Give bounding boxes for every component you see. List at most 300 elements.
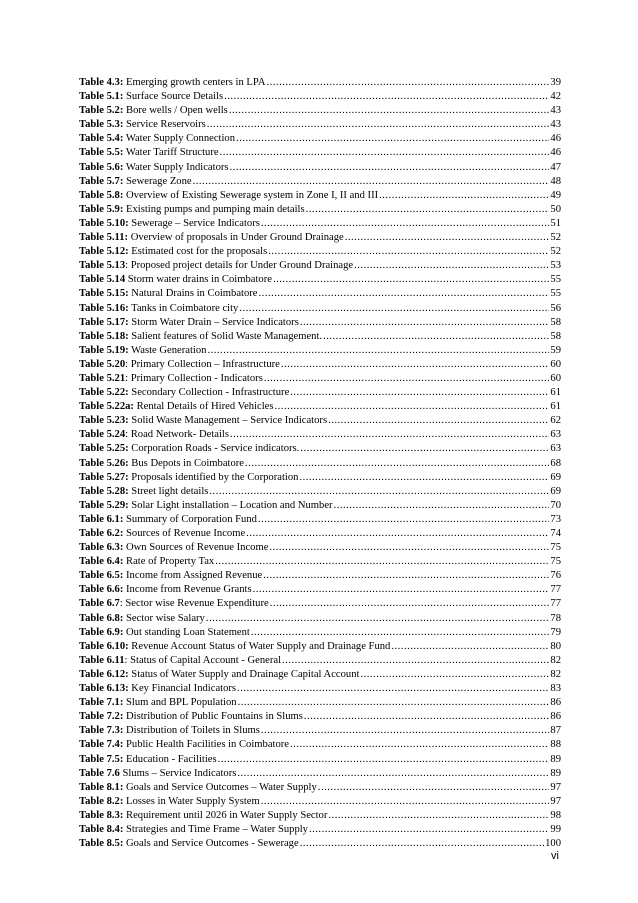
toc-entry[interactable] <box>79 682 561 696</box>
toc-entry-page: 46 <box>550 133 561 145</box>
toc-entry-number: Table 5.23: <box>79 415 129 427</box>
toc-entry-number: Table 6.7 <box>79 598 120 610</box>
toc-entry-title: Emerging growth centers in LPA <box>123 77 266 88</box>
toc-entry[interactable] <box>79 823 561 837</box>
toc-entry-title: Rate of Property Tax <box>123 556 215 568</box>
toc-entry[interactable] <box>79 104 561 118</box>
dot-leader <box>261 217 550 231</box>
dot-leader <box>318 781 550 795</box>
toc-entry-title: : Primary Collection - Indicators <box>125 372 263 384</box>
toc-entry-number: Table 5.18: <box>79 330 129 342</box>
dot-leader <box>230 428 549 442</box>
toc-entry[interactable] <box>79 724 561 738</box>
toc-entry-label <box>79 203 305 217</box>
toc-entry-number: Table 6.5: <box>79 570 124 582</box>
dot-leader <box>300 837 544 851</box>
dot-leader <box>328 809 549 823</box>
toc-entry-page: 99 <box>550 823 561 835</box>
toc-entry-title: Rental Details of Hired Vehicles <box>133 401 274 413</box>
toc-entry-number: Table 5.8: <box>79 189 124 201</box>
toc-entry-page: 73 <box>550 513 561 525</box>
toc-entry-label <box>79 344 206 358</box>
toc-entry-title: Income from Revenue Grants <box>123 584 252 596</box>
toc-entry-title: : Proposed project details for Under Ground Drainage <box>125 260 354 272</box>
toc-entry-number: Table 7.6 <box>79 767 120 779</box>
table-list <box>79 76 561 851</box>
toc-entry-title: Sector wise Salary <box>123 612 205 624</box>
toc-entry[interactable] <box>79 569 561 583</box>
toc-entry[interactable] <box>79 287 561 301</box>
toc-entry-title: Water Tariff Structure <box>123 147 219 159</box>
dot-leader <box>270 597 550 611</box>
toc-entry-label <box>79 513 257 527</box>
dot-leader <box>300 316 550 330</box>
toc-entry-number: Table 5.11: <box>79 232 129 244</box>
toc-entry-number: Table 5.2: <box>79 105 124 117</box>
toc-entry-page: 68 <box>550 457 561 469</box>
toc-entry-page: 60 <box>550 358 561 370</box>
toc-entry-title: Water Supply Connection <box>123 133 236 145</box>
toc-entry-number: Table 8.4: <box>79 823 124 835</box>
toc-entry-label <box>79 809 327 823</box>
toc-entry-title: Natural Drains in Coimbatore <box>128 288 258 300</box>
toc-entry-label <box>79 597 269 611</box>
toc-entry-label <box>79 654 281 668</box>
toc-entry-title: Revenue Account Status of Water Supply and Drainage Fund <box>128 640 391 652</box>
toc-entry-label <box>79 414 327 428</box>
toc-entry-page: 87 <box>550 725 561 737</box>
toc-entry-title: Own Sources of Revenue Income <box>123 542 269 554</box>
dot-leader <box>207 344 549 358</box>
toc-entry-label <box>79 316 299 330</box>
toc-entry-title: Out standing Loan Statement <box>123 626 250 638</box>
toc-entry-number: Table 7.3: <box>79 725 124 737</box>
dot-leader <box>193 175 550 189</box>
toc-entry-label <box>79 668 359 682</box>
dot-leader <box>354 259 549 273</box>
toc-entry-label <box>79 555 214 569</box>
toc-entry-label <box>79 696 237 710</box>
toc-entry-number: Table 8.1: <box>79 781 124 793</box>
dot-leader <box>282 654 549 668</box>
toc-entry-label <box>79 471 298 485</box>
toc-entry[interactable] <box>79 583 561 597</box>
toc-entry-title: Overview of proposals in Under Ground Drainage <box>128 232 344 244</box>
dot-leader <box>261 795 550 809</box>
dot-leader <box>379 189 549 203</box>
toc-entry-label <box>79 795 260 809</box>
toc-entry-page: 51 <box>550 217 561 229</box>
toc-entry-title: Public Health Facilities in Coimbatore <box>123 739 290 751</box>
toc-entry[interactable] <box>79 738 561 752</box>
toc-entry[interactable] <box>79 372 561 386</box>
toc-entry-page: 60 <box>550 372 561 384</box>
toc-entry-label <box>79 837 299 851</box>
toc-entry-page: 53 <box>550 260 561 272</box>
toc-entry-page: 80 <box>550 640 561 652</box>
toc-entry[interactable] <box>79 767 561 781</box>
toc-entry[interactable] <box>79 555 561 569</box>
toc-entry-page: 78 <box>550 612 561 624</box>
toc-entry-page: 77 <box>550 584 561 596</box>
dot-leader <box>345 231 550 245</box>
toc-entry-page: 86 <box>550 697 561 709</box>
toc-entry-page: 55 <box>550 288 561 300</box>
dot-leader <box>263 569 549 583</box>
toc-entry-number: Table 5.14 <box>79 274 126 286</box>
toc-entry-label <box>79 710 303 724</box>
toc-entry[interactable] <box>79 217 561 231</box>
toc-entry-title: Sewerage – Service Indicators <box>128 217 260 229</box>
toc-entry-label <box>79 781 317 795</box>
toc-entry-title: Summary of Corporation Fund <box>123 513 257 525</box>
toc-entry-page: 62 <box>550 415 561 427</box>
toc-entry-title: Income from Assigned Revenue <box>123 570 263 582</box>
toc-entry-number: Table 7.2: <box>79 711 124 723</box>
toc-entry-number: Table 5.24 <box>79 429 126 441</box>
toc-entry-label <box>79 767 236 781</box>
toc-entry-number: Table 6.13: <box>79 683 129 695</box>
toc-entry-title: Education - Facilities <box>123 753 217 765</box>
toc-entry-page: 89 <box>550 753 561 765</box>
toc-entry-page: 39 <box>550 77 561 88</box>
toc-entry-label <box>79 287 258 301</box>
dot-leader <box>239 302 549 316</box>
dot-leader <box>264 372 550 386</box>
toc-entry[interactable] <box>79 626 561 640</box>
toc-entry-number: Table 5.15: <box>79 288 129 300</box>
toc-entry[interactable] <box>79 668 561 682</box>
toc-entry[interactable] <box>79 245 561 259</box>
toc-entry[interactable] <box>79 809 561 823</box>
toc-entry-title: Existing pumps and pumping main details <box>123 203 305 215</box>
toc-entry[interactable] <box>79 753 561 767</box>
toc-entry-number: Table 6.11 <box>79 654 125 666</box>
toc-entry-label <box>79 457 244 471</box>
toc-entry-title: : Status of Capital Account - General <box>124 654 282 666</box>
toc-entry[interactable] <box>79 273 561 287</box>
toc-entry-page: 75 <box>550 556 561 568</box>
toc-entry-page: 89 <box>550 767 561 779</box>
toc-entry-page: 86 <box>550 711 561 723</box>
toc-entry-title: Bore wells / Open wells <box>123 105 228 117</box>
toc-entry-title: Solid Waste Management – Service Indicators <box>128 415 328 427</box>
toc-entry-number: Table 5.9: <box>79 203 124 215</box>
toc-entry-label <box>79 146 219 160</box>
toc-entry-label <box>79 358 280 372</box>
toc-entry-page: 61 <box>550 387 561 399</box>
toc-entry-title: Service Reservoirs <box>123 119 206 131</box>
toc-entry-number: Table 5.27: <box>79 471 129 483</box>
toc-entry-title: Storm water drains in Coimbatore <box>125 274 272 286</box>
toc-entry-label <box>79 626 250 640</box>
dot-leader <box>220 146 550 160</box>
toc-entry-title: : Primary Collection – Infrastructure <box>125 358 280 370</box>
toc-entry[interactable] <box>79 696 561 710</box>
toc-entry[interactable] <box>79 231 561 245</box>
toc-entry-label <box>79 640 390 654</box>
toc-entry-number: Table 8.3: <box>79 809 124 821</box>
toc-entry-title: : Road Network- Details <box>125 429 229 441</box>
toc-entry[interactable] <box>79 259 561 273</box>
toc-entry-page: 52 <box>550 232 561 244</box>
toc-entry-label <box>79 612 205 626</box>
toc-entry-page: 59 <box>550 344 561 356</box>
toc-entry-label <box>79 583 252 597</box>
dot-leader <box>237 767 549 781</box>
toc-entry[interactable] <box>79 654 561 668</box>
toc-entry-number: Table 5.26: <box>79 457 129 469</box>
toc-entry-label <box>79 372 263 386</box>
toc-entry-page: 97 <box>550 781 561 793</box>
toc-entry-label <box>79 231 344 245</box>
dot-leader <box>300 442 549 456</box>
toc-entry-page: 48 <box>550 175 561 187</box>
toc-entry[interactable] <box>79 597 561 611</box>
toc-entry-title: Corporation Roads - Service indicators. <box>128 443 300 455</box>
toc-entry-title: Secondary Collection - Infrastructure <box>128 387 290 399</box>
toc-entry[interactable] <box>79 344 561 358</box>
toc-entry-page: 79 <box>550 626 561 638</box>
toc-entry-page: 97 <box>550 795 561 807</box>
toc-entry-label <box>79 753 217 767</box>
dot-leader <box>236 132 549 146</box>
dot-leader <box>323 330 549 344</box>
toc-entry[interactable] <box>79 118 561 132</box>
dot-leader <box>273 273 549 287</box>
toc-entry-label <box>79 499 333 513</box>
toc-entry-label <box>79 485 208 499</box>
toc-entry-page: 58 <box>550 330 561 342</box>
toc-entry-label <box>79 682 236 696</box>
toc-entry[interactable] <box>79 837 561 851</box>
toc-entry-label <box>79 104 228 118</box>
dot-leader <box>328 414 549 428</box>
dot-leader <box>269 541 549 555</box>
dot-leader <box>261 724 550 738</box>
dot-leader <box>281 358 550 372</box>
toc-entry-number: Table 6.4: <box>79 556 124 568</box>
toc-entry-label <box>79 527 245 541</box>
toc-entry-number: Table 5.28: <box>79 485 129 497</box>
toc-entry-page: 76 <box>550 570 561 582</box>
toc-entry-page: 77 <box>550 598 561 610</box>
toc-entry-page: 47 <box>550 161 561 173</box>
toc-entry-label <box>79 724 260 738</box>
toc-entry[interactable] <box>79 428 561 442</box>
toc-entry-number: Table 5.20 <box>79 358 126 370</box>
toc-entry-title: Distribution of Public Fountains in Slums <box>123 711 303 723</box>
dot-leader <box>290 386 549 400</box>
toc-entry-page: 46 <box>550 147 561 159</box>
toc-entry-label <box>79 118 206 132</box>
toc-entry-number: Table 5.17: <box>79 316 129 328</box>
toc-entry[interactable] <box>79 76 561 90</box>
toc-entry[interactable] <box>79 414 561 428</box>
toc-entry-page: 56 <box>550 302 561 314</box>
toc-entry[interactable] <box>79 541 561 555</box>
toc-entry-label <box>79 569 262 583</box>
dot-leader <box>253 583 550 597</box>
toc-entry-number: Table 4.3: <box>79 77 124 88</box>
toc-entry[interactable] <box>79 795 561 809</box>
toc-entry-page: 63 <box>550 429 561 441</box>
toc-entry[interactable] <box>79 457 561 471</box>
toc-entry[interactable] <box>79 316 561 330</box>
toc-entry-title: Solar Light installation – Location and Number <box>128 499 333 511</box>
toc-entry-title: Overview of Existing Sewerage system in Zone I, II and III <box>123 189 379 201</box>
toc-entry-label <box>79 541 268 555</box>
toc-entry-number: Table 5.22a: <box>79 401 134 413</box>
dot-leader <box>238 696 550 710</box>
toc-entry-title: Key Financial Indicators <box>128 683 237 695</box>
toc-entry-title: Slum and BPL Population <box>123 697 237 709</box>
toc-entry-title: Bus Depots in Coimbatore <box>128 457 245 469</box>
toc-entry[interactable] <box>79 330 561 344</box>
toc-entry-number: Table 6.8: <box>79 612 124 624</box>
toc-entry-page: 63 <box>550 443 561 455</box>
dot-leader <box>304 710 550 724</box>
dot-leader <box>306 203 550 217</box>
toc-entry-page: 88 <box>550 739 561 751</box>
toc-entry-page: 69 <box>550 485 561 497</box>
toc-entry-number: Table 6.10: <box>79 640 129 652</box>
toc-entry-label <box>79 400 274 414</box>
toc-entry-page: 70 <box>550 499 561 511</box>
toc-entry-number: Table 5.16: <box>79 302 129 314</box>
toc-entry-title: Storm Water Drain – Service Indicators <box>128 316 299 328</box>
toc-entry[interactable] <box>79 175 561 189</box>
toc-entry-title: : Sector wise Revenue Expenditure <box>119 598 269 610</box>
toc-entry-number: Table 6.1: <box>79 513 124 525</box>
toc-entry[interactable] <box>79 442 561 456</box>
toc-entry[interactable] <box>79 485 561 499</box>
toc-entry[interactable] <box>79 400 561 414</box>
toc-entry-page: 49 <box>550 189 561 201</box>
toc-entry[interactable] <box>79 386 561 400</box>
toc-entry-number: Table 8.5: <box>79 838 124 850</box>
dot-leader <box>309 823 549 837</box>
toc-entry-number: Table 8.2: <box>79 795 124 807</box>
toc-entry-label <box>79 189 378 203</box>
toc-entry[interactable] <box>79 710 561 724</box>
toc-entry-number: Table 5.7: <box>79 175 124 187</box>
dot-leader <box>258 513 549 527</box>
toc-entry-number: Table 5.19: <box>79 344 129 356</box>
dot-leader <box>360 668 549 682</box>
toc-entry-label <box>79 132 235 146</box>
toc-entry[interactable] <box>79 358 561 372</box>
toc-entry-label <box>79 217 260 231</box>
toc-entry-title: Tanks in Coimbatore city <box>128 302 239 314</box>
dot-leader <box>290 738 549 752</box>
dot-leader <box>251 626 550 640</box>
dot-leader <box>207 118 550 132</box>
toc-entry-label <box>79 161 229 175</box>
toc-entry-title: Losses in Water Supply System <box>123 795 260 807</box>
toc-entry-number: Table 5.3: <box>79 119 124 131</box>
toc-entry-label <box>79 386 289 400</box>
dot-leader <box>229 104 550 118</box>
toc-entry-title: Water Supply Indicators <box>123 161 229 173</box>
toc-entry-title: Sewerage Zone <box>123 175 192 187</box>
toc-entry-number: Table 5.10: <box>79 217 129 229</box>
dot-leader <box>246 527 549 541</box>
toc-entry[interactable] <box>79 527 561 541</box>
toc-entry-page: 61 <box>550 401 561 413</box>
toc-entry-title: Status of Water Supply and Drainage Capital Account <box>128 668 360 680</box>
toc-entry[interactable] <box>79 90 561 104</box>
toc-entry[interactable] <box>79 499 561 513</box>
toc-entry-page: 43 <box>550 105 561 117</box>
toc-entry-page: 58 <box>550 316 561 328</box>
toc-entry-number: Table 6.6: <box>79 584 124 596</box>
toc-entry-page: 74 <box>550 528 561 539</box>
toc-entry-title: Strategies and Time Frame – Water Supply <box>123 823 308 835</box>
toc-entry[interactable] <box>79 189 561 203</box>
toc-entry-number: Table 6.3: <box>79 542 124 554</box>
toc-entry-label <box>79 330 322 344</box>
toc-entry-label <box>79 738 289 752</box>
toc-entry[interactable] <box>79 640 561 654</box>
toc-entry-number: Table 5.13 <box>79 260 126 272</box>
dot-leader <box>334 499 550 513</box>
toc-entry-title: Requirement until 2026 in Water Supply Sector <box>123 809 328 821</box>
toc-entry-number: Table 7.4: <box>79 739 124 751</box>
toc-entry-title: Proposals identified by the Corporation <box>128 471 299 483</box>
toc-entry-label <box>79 302 238 316</box>
dot-leader <box>218 753 550 767</box>
toc-entry-label <box>79 175 192 189</box>
dot-leader <box>215 555 549 569</box>
toc-entry-number: Table 6.9: <box>79 626 124 638</box>
toc-entry-label <box>79 442 299 456</box>
toc-entry-label <box>79 76 265 90</box>
dot-leader <box>209 485 549 499</box>
toc-entry-page: 100 <box>545 838 561 850</box>
dot-leader <box>224 90 549 104</box>
toc-entry[interactable] <box>79 132 561 146</box>
toc-entry[interactable] <box>79 146 561 160</box>
dot-leader <box>275 400 550 414</box>
toc-entry-page: 69 <box>550 471 561 483</box>
toc-entry-page: 42 <box>550 91 561 103</box>
toc-entry-page: 82 <box>550 668 561 680</box>
toc-entry-title: Surface Source Details <box>123 91 224 103</box>
toc-entry[interactable] <box>79 513 561 527</box>
toc-entry-page: 75 <box>550 542 561 554</box>
dot-leader <box>268 245 549 259</box>
toc-entry[interactable] <box>79 161 561 175</box>
toc-entry-page: 98 <box>550 809 561 821</box>
toc-entry-page: 55 <box>550 274 561 286</box>
toc-entry-title: Waste Generation <box>128 344 207 356</box>
toc-entry[interactable] <box>79 781 561 795</box>
toc-entry-label <box>79 245 267 259</box>
dot-leader <box>391 640 549 654</box>
toc-entry-number: Table 5.5: <box>79 147 124 159</box>
toc-entry-number: Table 5.21 <box>79 372 126 384</box>
toc-entry[interactable] <box>79 471 561 485</box>
toc-entry-title: Distribution of Toilets in Slums <box>123 725 260 737</box>
toc-entry[interactable] <box>79 203 561 217</box>
toc-entry-number: Table 6.2: <box>79 528 124 539</box>
toc-entry[interactable] <box>79 302 561 316</box>
toc-entry-label <box>79 90 223 104</box>
toc-entry-page: 52 <box>550 246 561 258</box>
toc-entry-label <box>79 259 353 273</box>
toc-entry[interactable] <box>79 612 561 626</box>
